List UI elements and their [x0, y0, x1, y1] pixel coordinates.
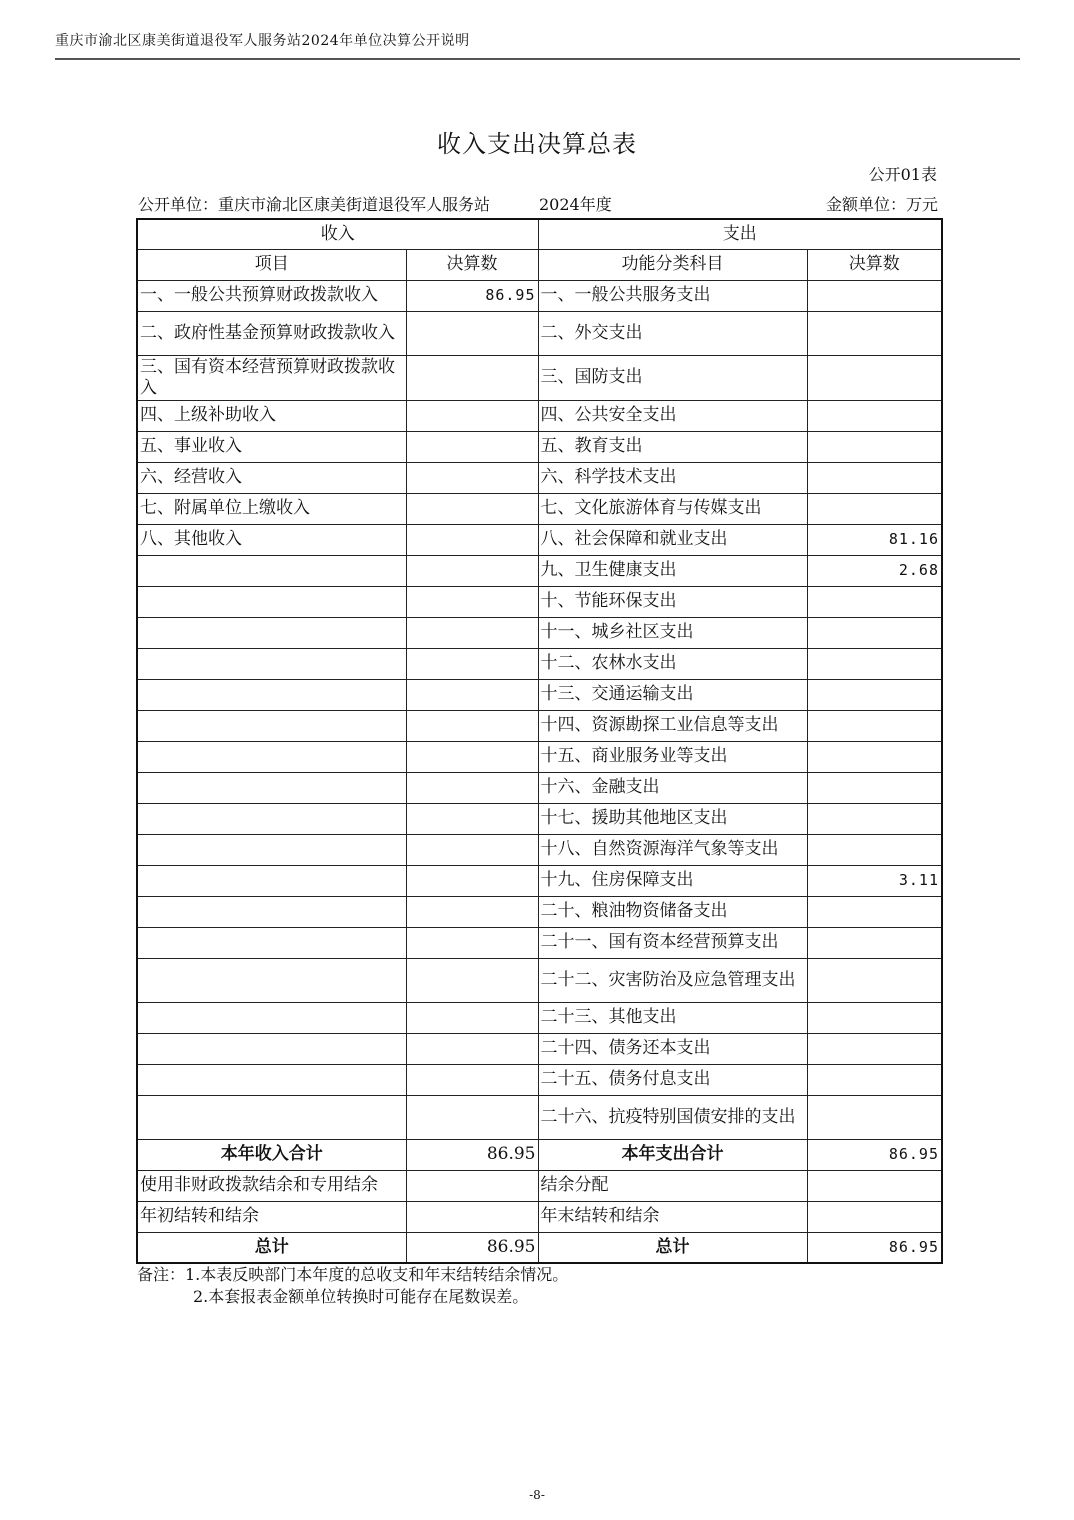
income-amount: [406, 927, 538, 958]
expense-item: 十二、农林水支出: [538, 648, 807, 679]
expense-amount: [807, 648, 942, 679]
expense-group-header: 支出: [538, 219, 942, 249]
income-item: [137, 865, 406, 896]
expense-amount: [807, 311, 942, 355]
expense-item: 年末结转和结余: [538, 1201, 807, 1232]
column-header-row: [137, 249, 942, 280]
table-row: [137, 772, 942, 803]
table-row: [137, 617, 942, 648]
table-row: [137, 555, 942, 586]
income-item: [137, 617, 406, 648]
expense-item: 十三、交通运输支出: [538, 679, 807, 710]
expense-amount: [807, 586, 942, 617]
income-item: [137, 586, 406, 617]
income-amount: [406, 679, 538, 710]
income-amount: [406, 431, 538, 462]
income-amount: [406, 1201, 538, 1232]
table-row: [137, 1033, 942, 1064]
income-amount: [406, 493, 538, 524]
expense-item: 十六、金融支出: [538, 772, 807, 803]
expense-amount: [807, 803, 942, 834]
col-header-item: 项目: [137, 249, 406, 280]
col-header-amount-expense: 决算数: [807, 249, 942, 280]
table-row: [137, 524, 942, 555]
expense-amount: [807, 741, 942, 772]
note-line-2: 2.本套报表金额单位转换时可能存在尾数误差。: [193, 1287, 529, 1306]
table-row: [137, 803, 942, 834]
income-amount: [406, 710, 538, 741]
income-amount: [406, 1170, 538, 1201]
income-item: 二、政府性基金预算财政拨款收入: [137, 311, 406, 355]
expense-item: 十八、自然资源海洋气象等支出: [538, 834, 807, 865]
table-row: [137, 1064, 942, 1095]
expense-item: 二、外交支出: [538, 311, 807, 355]
expense-amount: [807, 355, 942, 400]
income-item: [137, 1002, 406, 1033]
reporting-unit: 公开单位：重庆市渝北区康美街道退役军人服务站: [138, 195, 491, 214]
expense-item: 二十四、债务还本支出: [538, 1033, 807, 1064]
expense-item: 十一、城乡社区支出: [538, 617, 807, 648]
expense-item: 十七、援助其他地区支出: [538, 803, 807, 834]
income-item: [137, 803, 406, 834]
notes: [137, 1264, 568, 1308]
expense-item: 结余分配: [538, 1170, 807, 1201]
expense-item: 二十六、抗疫特别国债安排的支出: [538, 1095, 807, 1139]
expense-amount: [807, 927, 942, 958]
income-item: 七、附属单位上缴收入: [137, 493, 406, 524]
expense-amount: [807, 1002, 942, 1033]
total-row: [137, 1232, 942, 1263]
expense-item: 十九、住房保障支出: [538, 865, 807, 896]
income-item: 三、国有资本经营预算财政拨款收入: [137, 355, 406, 400]
expense-amount: 3.11: [807, 865, 942, 896]
income-item: [137, 927, 406, 958]
income-amount: [406, 958, 538, 1002]
income-item: 五、事业收入: [137, 431, 406, 462]
expense-amount: [807, 400, 942, 431]
income-total-amount: 86.95: [406, 1232, 538, 1263]
table-row: [137, 431, 942, 462]
report-meta: [138, 192, 938, 214]
expense-item: 二十三、其他支出: [538, 1002, 807, 1033]
table-row: [137, 1002, 942, 1033]
income-item: [137, 834, 406, 865]
income-item: [137, 555, 406, 586]
income-amount: [406, 311, 538, 355]
expense-item: 二十一、国有资本经营预算支出: [538, 927, 807, 958]
expense-amount: [807, 617, 942, 648]
expense-amount: [807, 679, 942, 710]
expense-item: 四、公共安全支出: [538, 400, 807, 431]
income-amount: [406, 617, 538, 648]
expense-total-label: 总计: [538, 1232, 807, 1263]
income-amount: [406, 1002, 538, 1033]
expense-amount: [807, 772, 942, 803]
amount-unit: 金额单位：万元: [825, 195, 938, 214]
table-row: [137, 865, 942, 896]
expense-amount: 2.68: [807, 555, 942, 586]
income-amount: [406, 803, 538, 834]
table-row: [137, 493, 942, 524]
expense-item: 二十五、债务付息支出: [538, 1064, 807, 1095]
expense-total-amount: 86.95: [807, 1232, 942, 1263]
expense-amount: [807, 896, 942, 927]
income-amount: [406, 400, 538, 431]
expense-item: 九、卫生健康支出: [538, 555, 807, 586]
expense-amount: [807, 710, 942, 741]
income-item: [137, 1033, 406, 1064]
income-subtotal-label: 本年收入合计: [137, 1139, 406, 1170]
expense-amount: [807, 834, 942, 865]
page-header: 重庆市渝北区康美街道退役军人服务站2024年单位决算公开说明: [55, 30, 1020, 60]
income-amount: [406, 648, 538, 679]
group-header-row: [137, 219, 942, 249]
income-item: 年初结转和结余: [137, 1201, 406, 1232]
expense-item: 十、节能环保支出: [538, 586, 807, 617]
income-item: [137, 710, 406, 741]
table-row: [137, 710, 942, 741]
page-title: 收入支出决算总表: [437, 130, 637, 158]
income-amount: [406, 462, 538, 493]
income-item: [137, 741, 406, 772]
fiscal-year: 2024年度: [539, 195, 612, 214]
expense-amount: [807, 1095, 942, 1139]
expense-item: 八、社会保障和就业支出: [538, 524, 807, 555]
table-row: [137, 679, 942, 710]
form-number: 公开01表: [868, 165, 937, 184]
income-item: 四、上级补助收入: [137, 400, 406, 431]
col-header-amount: 决算数: [406, 249, 538, 280]
table-row: [137, 1201, 942, 1232]
expense-amount: [807, 462, 942, 493]
income-amount: [406, 834, 538, 865]
table-row: [137, 958, 942, 1002]
income-item: [137, 896, 406, 927]
table-row: [137, 741, 942, 772]
expense-item: 六、科学技术支出: [538, 462, 807, 493]
expense-amount: [807, 280, 942, 311]
expense-amount: [807, 493, 942, 524]
table-row: [137, 355, 942, 400]
table-row: [137, 1095, 942, 1139]
income-expense-table: [136, 218, 943, 1264]
expense-amount: [807, 431, 942, 462]
expense-item: 十四、资源勘探工业信息等支出: [538, 710, 807, 741]
income-item: 八、其他收入: [137, 524, 406, 555]
expense-item: 五、教育支出: [538, 431, 807, 462]
expense-amount: [807, 1201, 942, 1232]
expense-amount: 81.16: [807, 524, 942, 555]
income-item: [137, 772, 406, 803]
income-item: [137, 1064, 406, 1095]
income-amount: [406, 355, 538, 400]
table-row: [137, 280, 942, 311]
income-item: 一、一般公共预算财政拨款收入: [137, 280, 406, 311]
expense-item: 七、文化旅游体育与传媒支出: [538, 493, 807, 524]
col-header-function: 功能分类科目: [538, 249, 807, 280]
expense-amount: [807, 1170, 942, 1201]
expense-item: 十五、商业服务业等支出: [538, 741, 807, 772]
expense-subtotal-label: 本年支出合计: [538, 1139, 807, 1170]
expense-amount: [807, 1064, 942, 1095]
table-row: [137, 586, 942, 617]
income-amount: [406, 1033, 538, 1064]
expense-amount: [807, 958, 942, 1002]
income-group-header: 收入: [137, 219, 538, 249]
income-amount: [406, 524, 538, 555]
income-item: [137, 1095, 406, 1139]
expense-item: 三、国防支出: [538, 355, 807, 400]
table-row: [137, 462, 942, 493]
income-amount: [406, 896, 538, 927]
subtotal-row: [137, 1139, 942, 1170]
note-line-1: 备注：1.本表反映部门本年度的总收支和年末结转结余情况。: [137, 1265, 569, 1284]
expense-item: 一、一般公共服务支出: [538, 280, 807, 311]
income-item: [137, 679, 406, 710]
income-item: [137, 958, 406, 1002]
income-item: 六、经营收入: [137, 462, 406, 493]
income-amount: [406, 1064, 538, 1095]
table-row: [137, 834, 942, 865]
income-item: [137, 648, 406, 679]
table-row: [137, 896, 942, 927]
income-amount: [406, 1095, 538, 1139]
income-subtotal-amount: 86.95: [406, 1139, 538, 1170]
income-amount: [406, 772, 538, 803]
table-row: [137, 311, 942, 355]
table-row: [137, 927, 942, 958]
income-amount: [406, 865, 538, 896]
page-number: -8-: [529, 1488, 545, 1502]
income-amount: 86.95: [406, 280, 538, 311]
table-row: [137, 1170, 942, 1201]
expense-item: 二十、粮油物资储备支出: [538, 896, 807, 927]
income-item: 使用非财政拨款结余和专用结余: [137, 1170, 406, 1201]
expense-amount: [807, 1033, 942, 1064]
income-total-label: 总计: [137, 1232, 406, 1263]
expense-item: 二十二、灾害防治及应急管理支出: [538, 958, 807, 1002]
table-row: [137, 400, 942, 431]
expense-subtotal-amount: 86.95: [807, 1139, 942, 1170]
income-amount: [406, 741, 538, 772]
table-row: [137, 648, 942, 679]
income-amount: [406, 586, 538, 617]
income-amount: [406, 555, 538, 586]
